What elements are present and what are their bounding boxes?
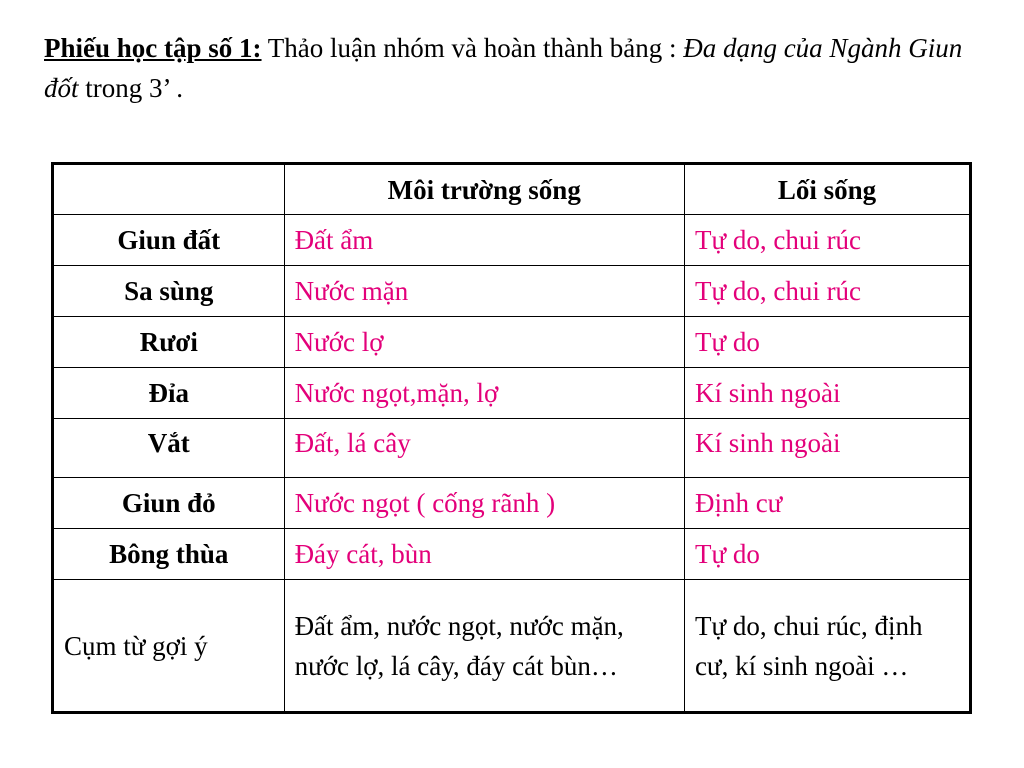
habitat-cell: Nước ngọt ( cống rãnh ) [284, 478, 684, 529]
time-limit-text: trong 3’ . [78, 73, 183, 103]
lifestyle-cell: Định cư [684, 478, 970, 529]
header-cell-empty [53, 164, 285, 215]
instruction-text: Thảo luận nhóm và hoàn thành bảng : [261, 33, 684, 63]
lifestyle-cell: Tự do [684, 317, 970, 368]
habitat-cell: Nước ngọt,mặn, lợ [284, 368, 684, 419]
worksheet-title [44, 28, 994, 108]
table-row [53, 368, 971, 419]
species-name: Sa sùng [53, 266, 285, 317]
lifestyle-hint: Tự do, chui rúc, định cư, kí sinh ngoài … [684, 580, 970, 713]
table-row [53, 478, 971, 529]
habitat-cell: Đáy cát, bùn [284, 529, 684, 580]
habitat-cell: Đất ẩm [284, 215, 684, 266]
habitat-cell: Đất, lá cây [284, 419, 684, 478]
table-row [53, 529, 971, 580]
species-name: Vắt [53, 419, 285, 478]
habitat-cell: Nước mặn [284, 266, 684, 317]
species-name: Đỉa [53, 368, 285, 419]
lifestyle-cell: Tự do, chui rúc [684, 266, 970, 317]
lifestyle-cell: Tự do, chui rúc [684, 215, 970, 266]
header-cell-lifestyle: Lối sống [684, 164, 970, 215]
table-row [53, 419, 971, 478]
habitat-hint: Đất ẩm, nước ngọt, nước mặn, nước lợ, lá cây, đáy cát bùn… [284, 580, 684, 713]
worksheet-label: Phiếu học tập số 1: [44, 33, 262, 63]
hint-row [53, 580, 971, 713]
species-name: Giun đỏ [53, 478, 285, 529]
lifestyle-cell: Tự do [684, 529, 970, 580]
table-header-row [53, 164, 971, 215]
species-name: Giun đất [53, 215, 285, 266]
hint-label: Cụm từ gợi ý [53, 580, 285, 713]
header-cell-habitat: Môi trường sống [284, 164, 684, 215]
table-row [53, 215, 971, 266]
species-name: Rươi [53, 317, 285, 368]
table-row [53, 266, 971, 317]
topic-text: Đa dạng của Ngành Giun đốt [44, 33, 963, 103]
annelid-diversity-table [51, 162, 972, 714]
table-row [53, 317, 971, 368]
habitat-cell: Nước lợ [284, 317, 684, 368]
species-name: Bông thùa [53, 529, 285, 580]
lifestyle-cell: Kí sinh ngoài [684, 368, 970, 419]
lifestyle-cell: Kí sinh ngoài [684, 419, 970, 478]
